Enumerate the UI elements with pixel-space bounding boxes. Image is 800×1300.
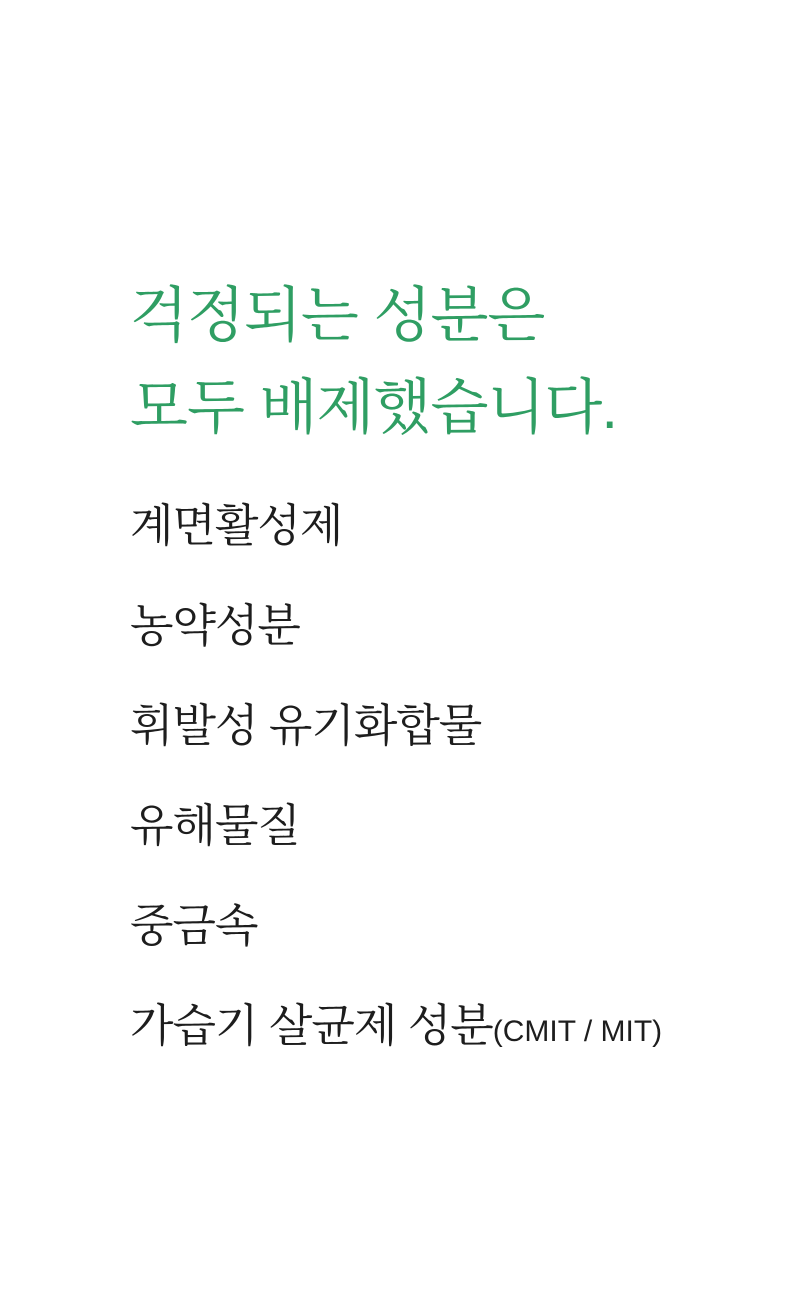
excluded-item-label: 농약성분 [130, 600, 300, 651]
excluded-item [130, 1000, 760, 1051]
excluded-item-label: 유해물질 [130, 800, 300, 851]
excluded-item [130, 600, 760, 651]
headline-line2: 모두 배제했습니다. [130, 374, 618, 441]
excluded-item-label: 중금속 [130, 900, 258, 951]
excluded-item [130, 500, 760, 551]
excluded-item-suffix: (CMIT / MIT) [492, 1015, 663, 1048]
excluded-item [130, 800, 760, 851]
excluded-item-label: 휘발성 유기화합물 [130, 700, 482, 751]
excluded-ingredients-list [130, 500, 760, 1051]
excluded-item [130, 900, 760, 951]
excluded-item-label: 가습기 살균제 성분 [130, 1000, 493, 1051]
headline [130, 270, 760, 454]
excluded-item-label: 계면활성제 [130, 500, 343, 551]
headline-line1: 걱정되는 성분은 [130, 282, 545, 349]
excluded-item [130, 700, 760, 751]
